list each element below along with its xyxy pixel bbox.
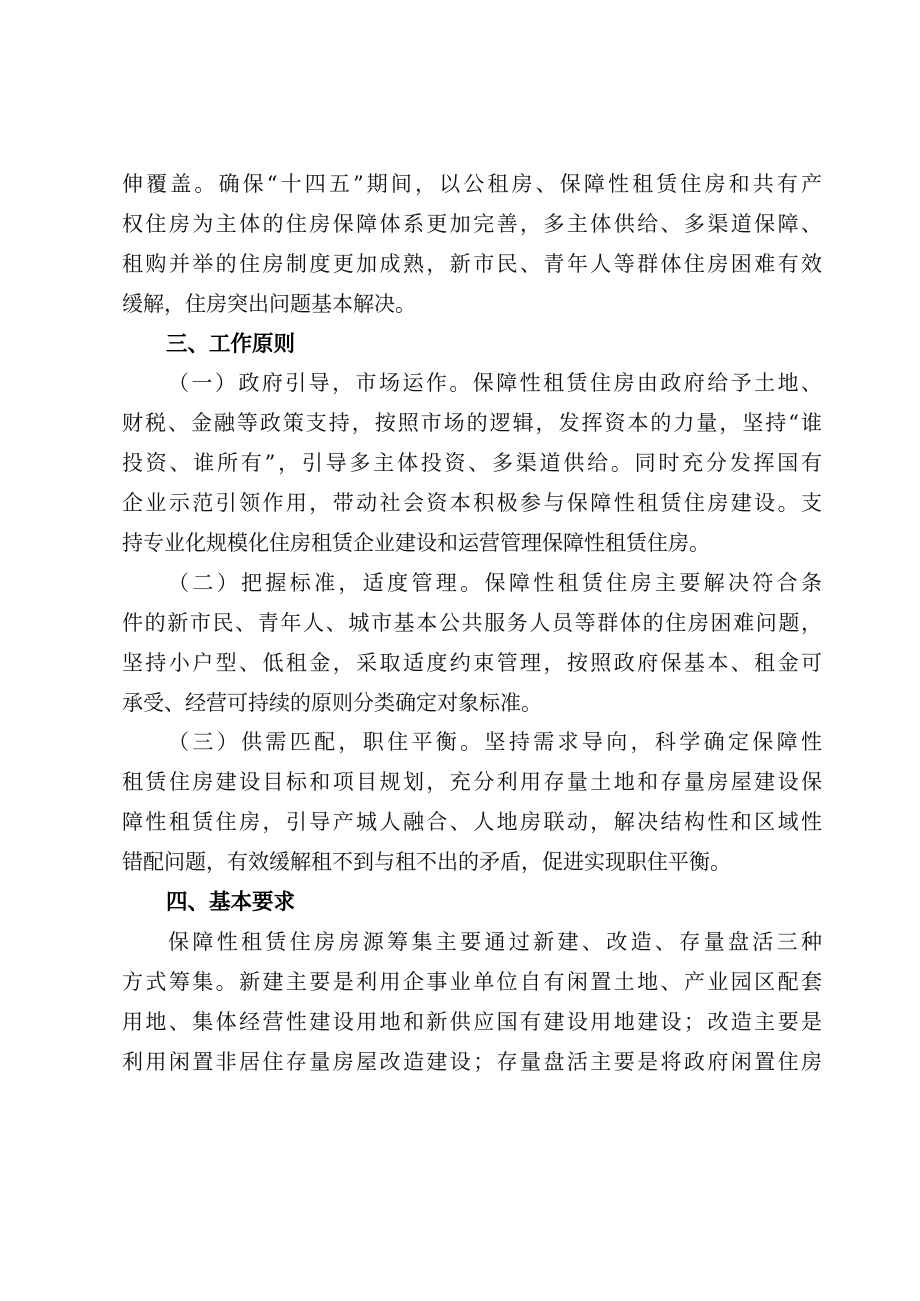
document-body bbox=[122, 165, 822, 1082]
paragraph-line: 件的新市民、青年人、城市基本公共服务人员等群体的住房困难问题， bbox=[122, 610, 822, 635]
paragraph-line: 投资、谁所有”，引导多主体投资、多渠道供给。同时充分发挥国有 bbox=[122, 451, 822, 476]
paragraph-line: 保障性租赁住房房源筹集主要通过新建、改造、存量盘活三种 bbox=[168, 929, 822, 954]
paragraph-line: 错配问题，有效缓解租不到与租不出的矛盾，促进实现职住平衡。 bbox=[122, 850, 731, 875]
paragraph-line: （三）供需匹配，职住平衡。坚持需求导向，科学确定保障性 bbox=[168, 730, 822, 755]
paragraph-line: 持专业化规模化住房租赁企业建设和运营管理保障性租赁住房。 bbox=[122, 531, 710, 556]
paragraph-line: （二）把握标准，适度管理。保障性租赁住房主要解决符合条 bbox=[168, 570, 822, 595]
paragraph-line: 缓解，住房突出问题基本解决。 bbox=[122, 291, 416, 316]
section-heading-requirements: 四、基本要求 bbox=[166, 890, 296, 916]
paragraph-line: 坚持小户型、低租金，采取适度约束管理，按照政府保基本、租金可 bbox=[122, 650, 822, 675]
paragraph-line: 伸覆盖。确保“十四五”期间，以公租房、保障性租赁住房和共有产 bbox=[122, 172, 822, 196]
paragraph-line: 用地、集体经营性建设用地和新供应国有建设用地建设；改造主要是 bbox=[122, 1009, 822, 1034]
paragraph-line: 障性租赁住房，引导产城人融合、人地房联动，解决结构性和区域性 bbox=[122, 810, 822, 835]
paragraph-line: 企业示范引领作用，带动社会资本积极参与保障性租赁住房建设。支 bbox=[122, 491, 822, 516]
paragraph-line: 承受、经营可持续的原则分类确定对象标准。 bbox=[122, 690, 542, 715]
paragraph-line: 权住房为主体的住房保障体系更加完善，多主体供给、多渠道保障、 bbox=[122, 211, 822, 236]
section-heading-principles: 三、工作原则 bbox=[166, 331, 296, 357]
paragraph-line: （一）政府引导，市场运作。保障性租赁住房由政府给予土地、 bbox=[168, 371, 822, 396]
paragraph-line: 方式筹集。新建主要是利用企事业单位自有闲置土地、产业园区配套 bbox=[122, 969, 822, 994]
paragraph-line: 财税、金融等政策支持，按照市场的逻辑，发挥资本的力量，坚持“谁 bbox=[122, 411, 822, 436]
paragraph-line: 租购并举的住房制度更加成熟，新市民、青年人等群体住房困难有效 bbox=[122, 251, 822, 276]
paragraph-line: 利用闲置非居住存量房屋改造建设；存量盘活主要是将政府闲置住房 bbox=[122, 1049, 822, 1074]
paragraph-line: 租赁住房建设目标和项目规划，充分利用存量土地和存量房屋建设保 bbox=[122, 770, 822, 795]
